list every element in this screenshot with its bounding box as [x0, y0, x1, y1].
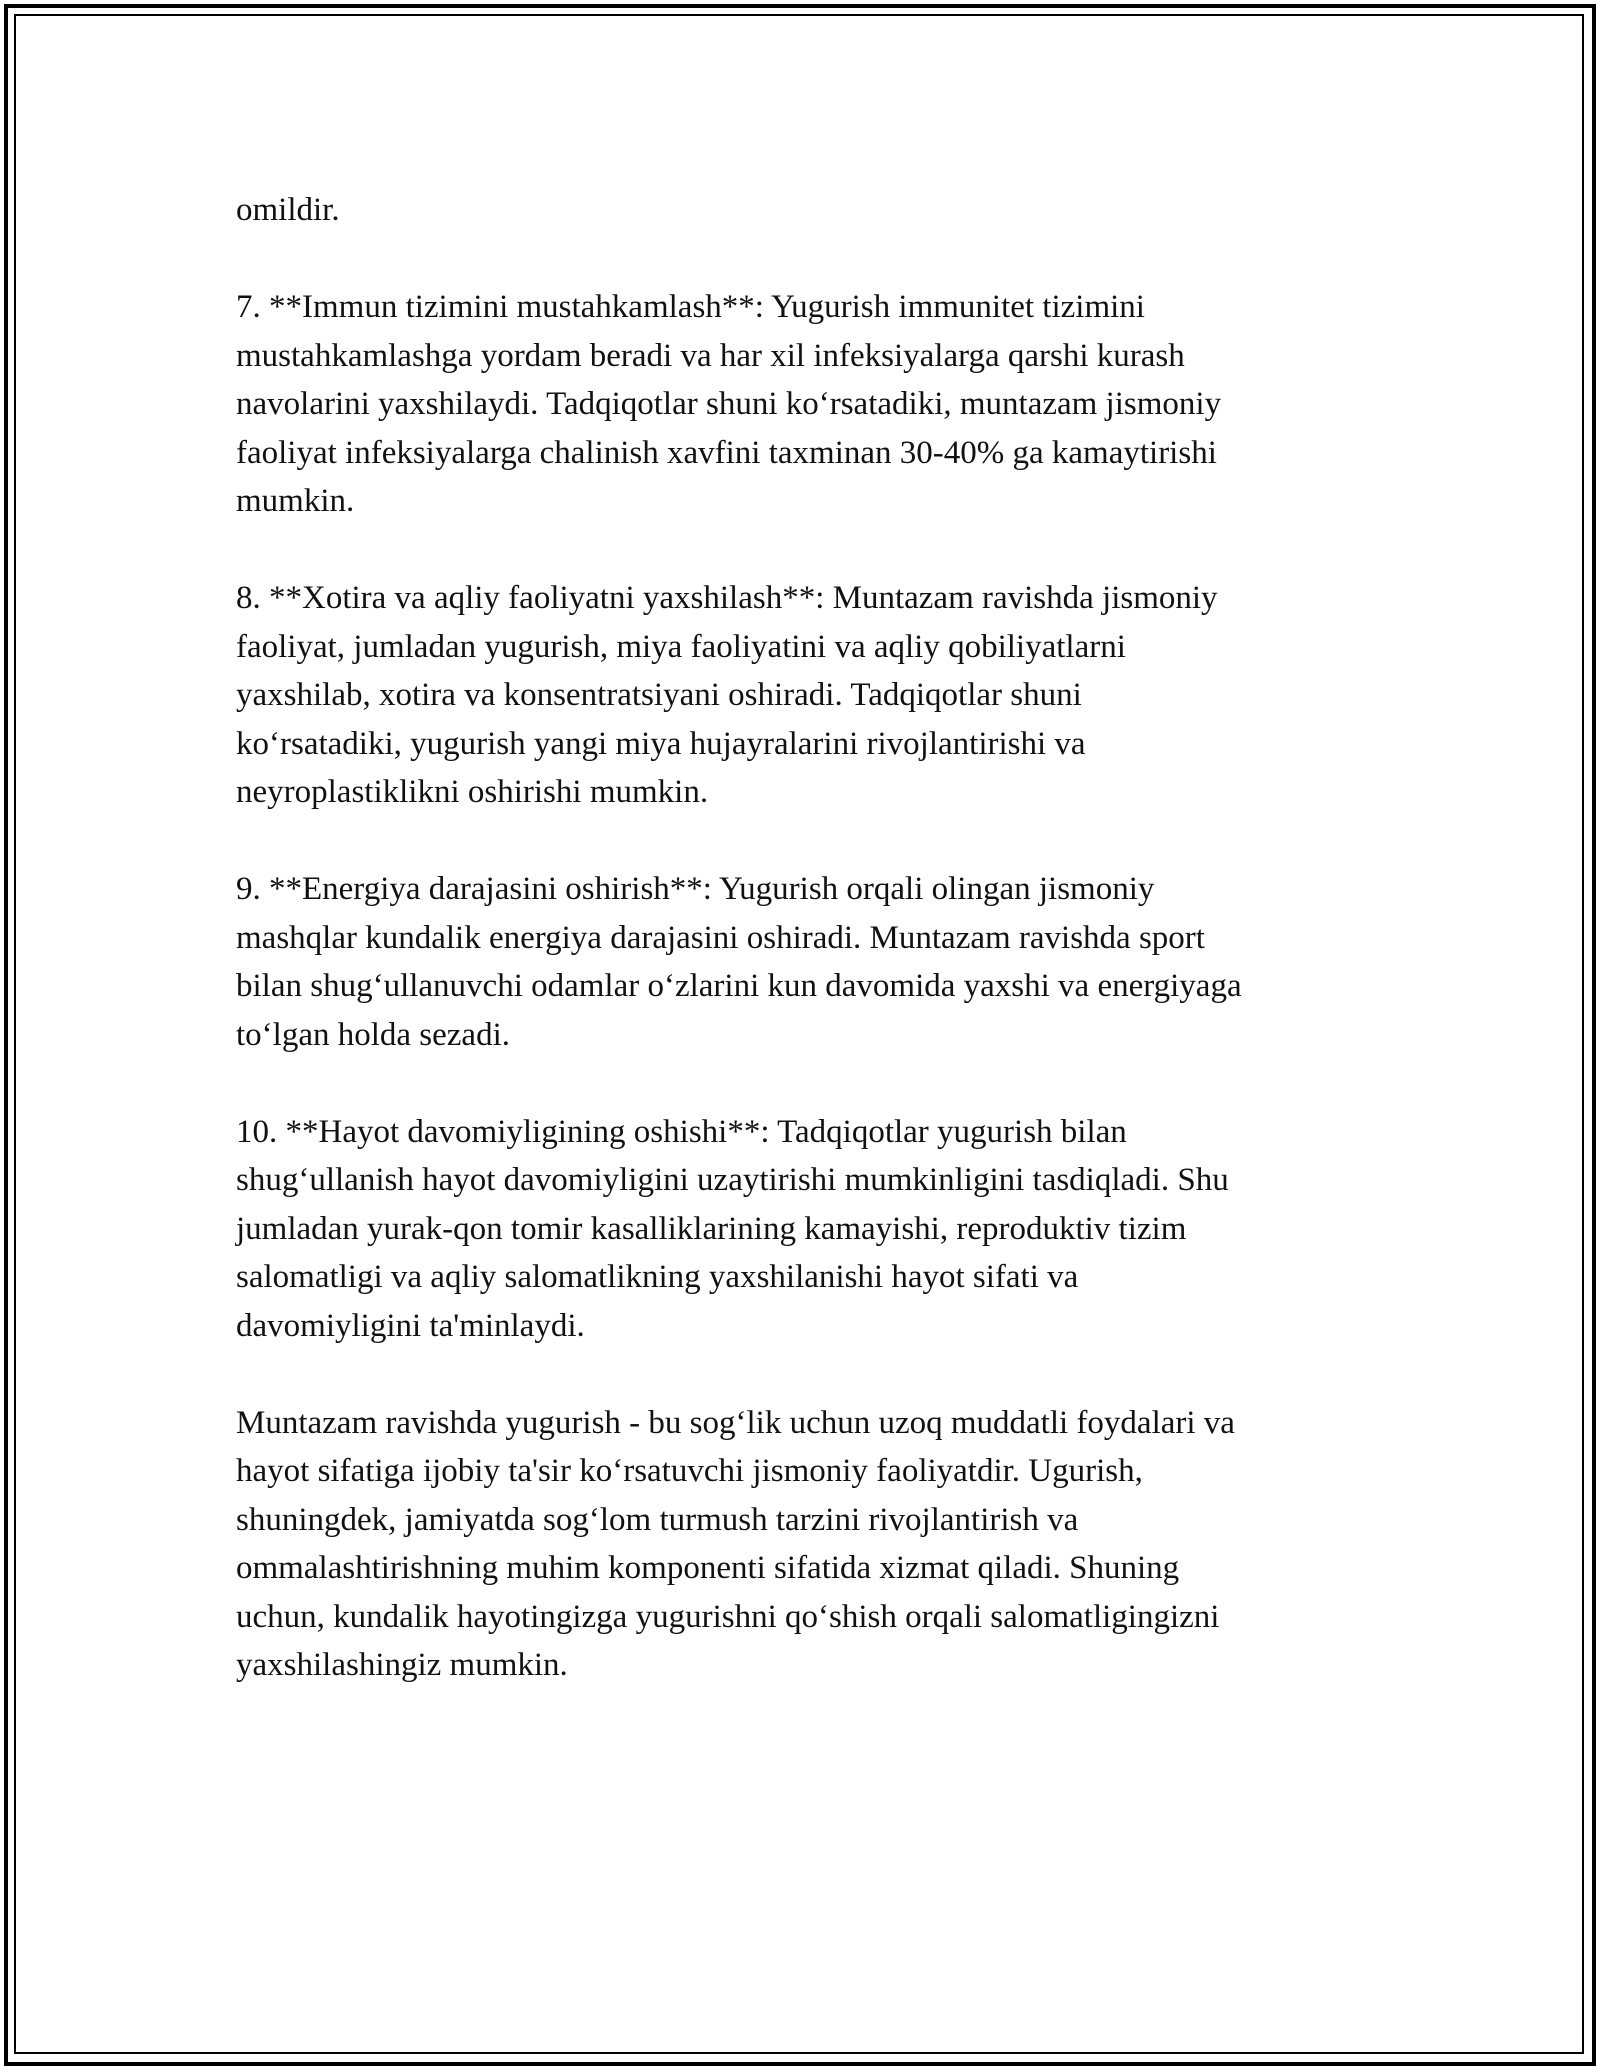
text-line: 10. **Hayot davomiyligining oshishi**: Tadqiqotlar yugurish bilan — [236, 1113, 1127, 1150]
text-line: navolarini yaxshilaydi. Tadqiqotlar shuni ko‘rsatadiki, muntazam jismoniy — [236, 386, 1222, 422]
text-line: faoliyat infeksiyalarga chalinish xavfini taxminan 30-40% ga kamaytirishi — [236, 434, 1217, 471]
text-line: shug‘ullanish hayot davomiyligini uzaytirishi mumkinligini tasdiqladi. Shu — [236, 1162, 1229, 1198]
text-line: davomiyligini ta'minlaydi. — [236, 1307, 585, 1344]
paragraph-intro-tail — [236, 186, 1370, 235]
text-line: 8. **Xotira va aqliy faoliyatni yaxshilash**: Muntazam ravishda jismoniy — [236, 580, 1218, 616]
text-line: shuningdek, jamiyatda sog‘lom turmush tarzini rivojlantirish va — [236, 1501, 1079, 1538]
text-line: uchun, kundalik hayotingizga yugurishni qo‘shish orqali salomatligingizni — [236, 1598, 1220, 1635]
text-line: hayot sifatiga ijobiy ta'sir ko‘rsatuvchi jismoniy faoliyatdir. Ugurish, — [236, 1453, 1143, 1489]
text-line: mustahkamlashga yordam beradi va har xil infeksiyalarga qarshi kurash — [236, 337, 1185, 374]
text-line: jumladan yurak-qon tomir kasalliklarining kamayishi, reproduktiv tizim — [236, 1210, 1187, 1247]
text-line: 7. **Immun tizimini mustahkamlash**: Yugurish immunitet tizimini — [236, 289, 1145, 325]
text-line: neyroplastiklikni oshirishi mumkin. — [236, 774, 709, 810]
text-line: mumkin. — [236, 483, 355, 519]
text-line: bilan shug‘ullanuvchi odamlar o‘zlarini kun davomida yaxshi va energiyaga — [236, 968, 1242, 1004]
paragraph-conclusion — [236, 1399, 1370, 1690]
text-line: mashqlar kundalik energiya darajasini oshiradi. Muntazam ravishda sport — [236, 919, 1205, 956]
text-line: 9. **Energiya darajasini oshirish**: Yugurish orqali olingan jismoniy — [236, 871, 1155, 907]
paragraph-item-10 — [236, 1108, 1370, 1351]
text-line: Muntazam ravishda yugurish - bu sog‘lik uchun uzoq muddatli foydalari va — [236, 1404, 1235, 1441]
document-body — [236, 186, 1370, 1738]
text-line: ommalashtirishning muhim komponenti sifatida xizmat qiladi. Shuning — [236, 1550, 1180, 1586]
paragraph-item-7 — [236, 283, 1370, 526]
text-line: yaxshilab, xotira va konsentratsiyani oshiradi. Tadqiqotlar shuni — [236, 677, 1082, 713]
paragraph-item-9 — [236, 865, 1370, 1059]
text-line: to‘lgan holda sezadi. — [236, 1016, 510, 1053]
text-line: omildir. — [236, 192, 340, 228]
text-line: faoliyat, jumladan yugurish, miya faoliyatini va aqliy qobiliyatlarni — [236, 628, 1126, 665]
text-line: yaxshilashingiz mumkin. — [236, 1647, 568, 1683]
paragraph-item-8 — [236, 574, 1370, 817]
text-line: salomatligi va aqliy salomatlikning yaxshilanishi hayot sifati va — [236, 1259, 1079, 1295]
text-line: ko‘rsatadiki, yugurish yangi miya hujayralarini rivojlantirishi va — [236, 725, 1086, 762]
